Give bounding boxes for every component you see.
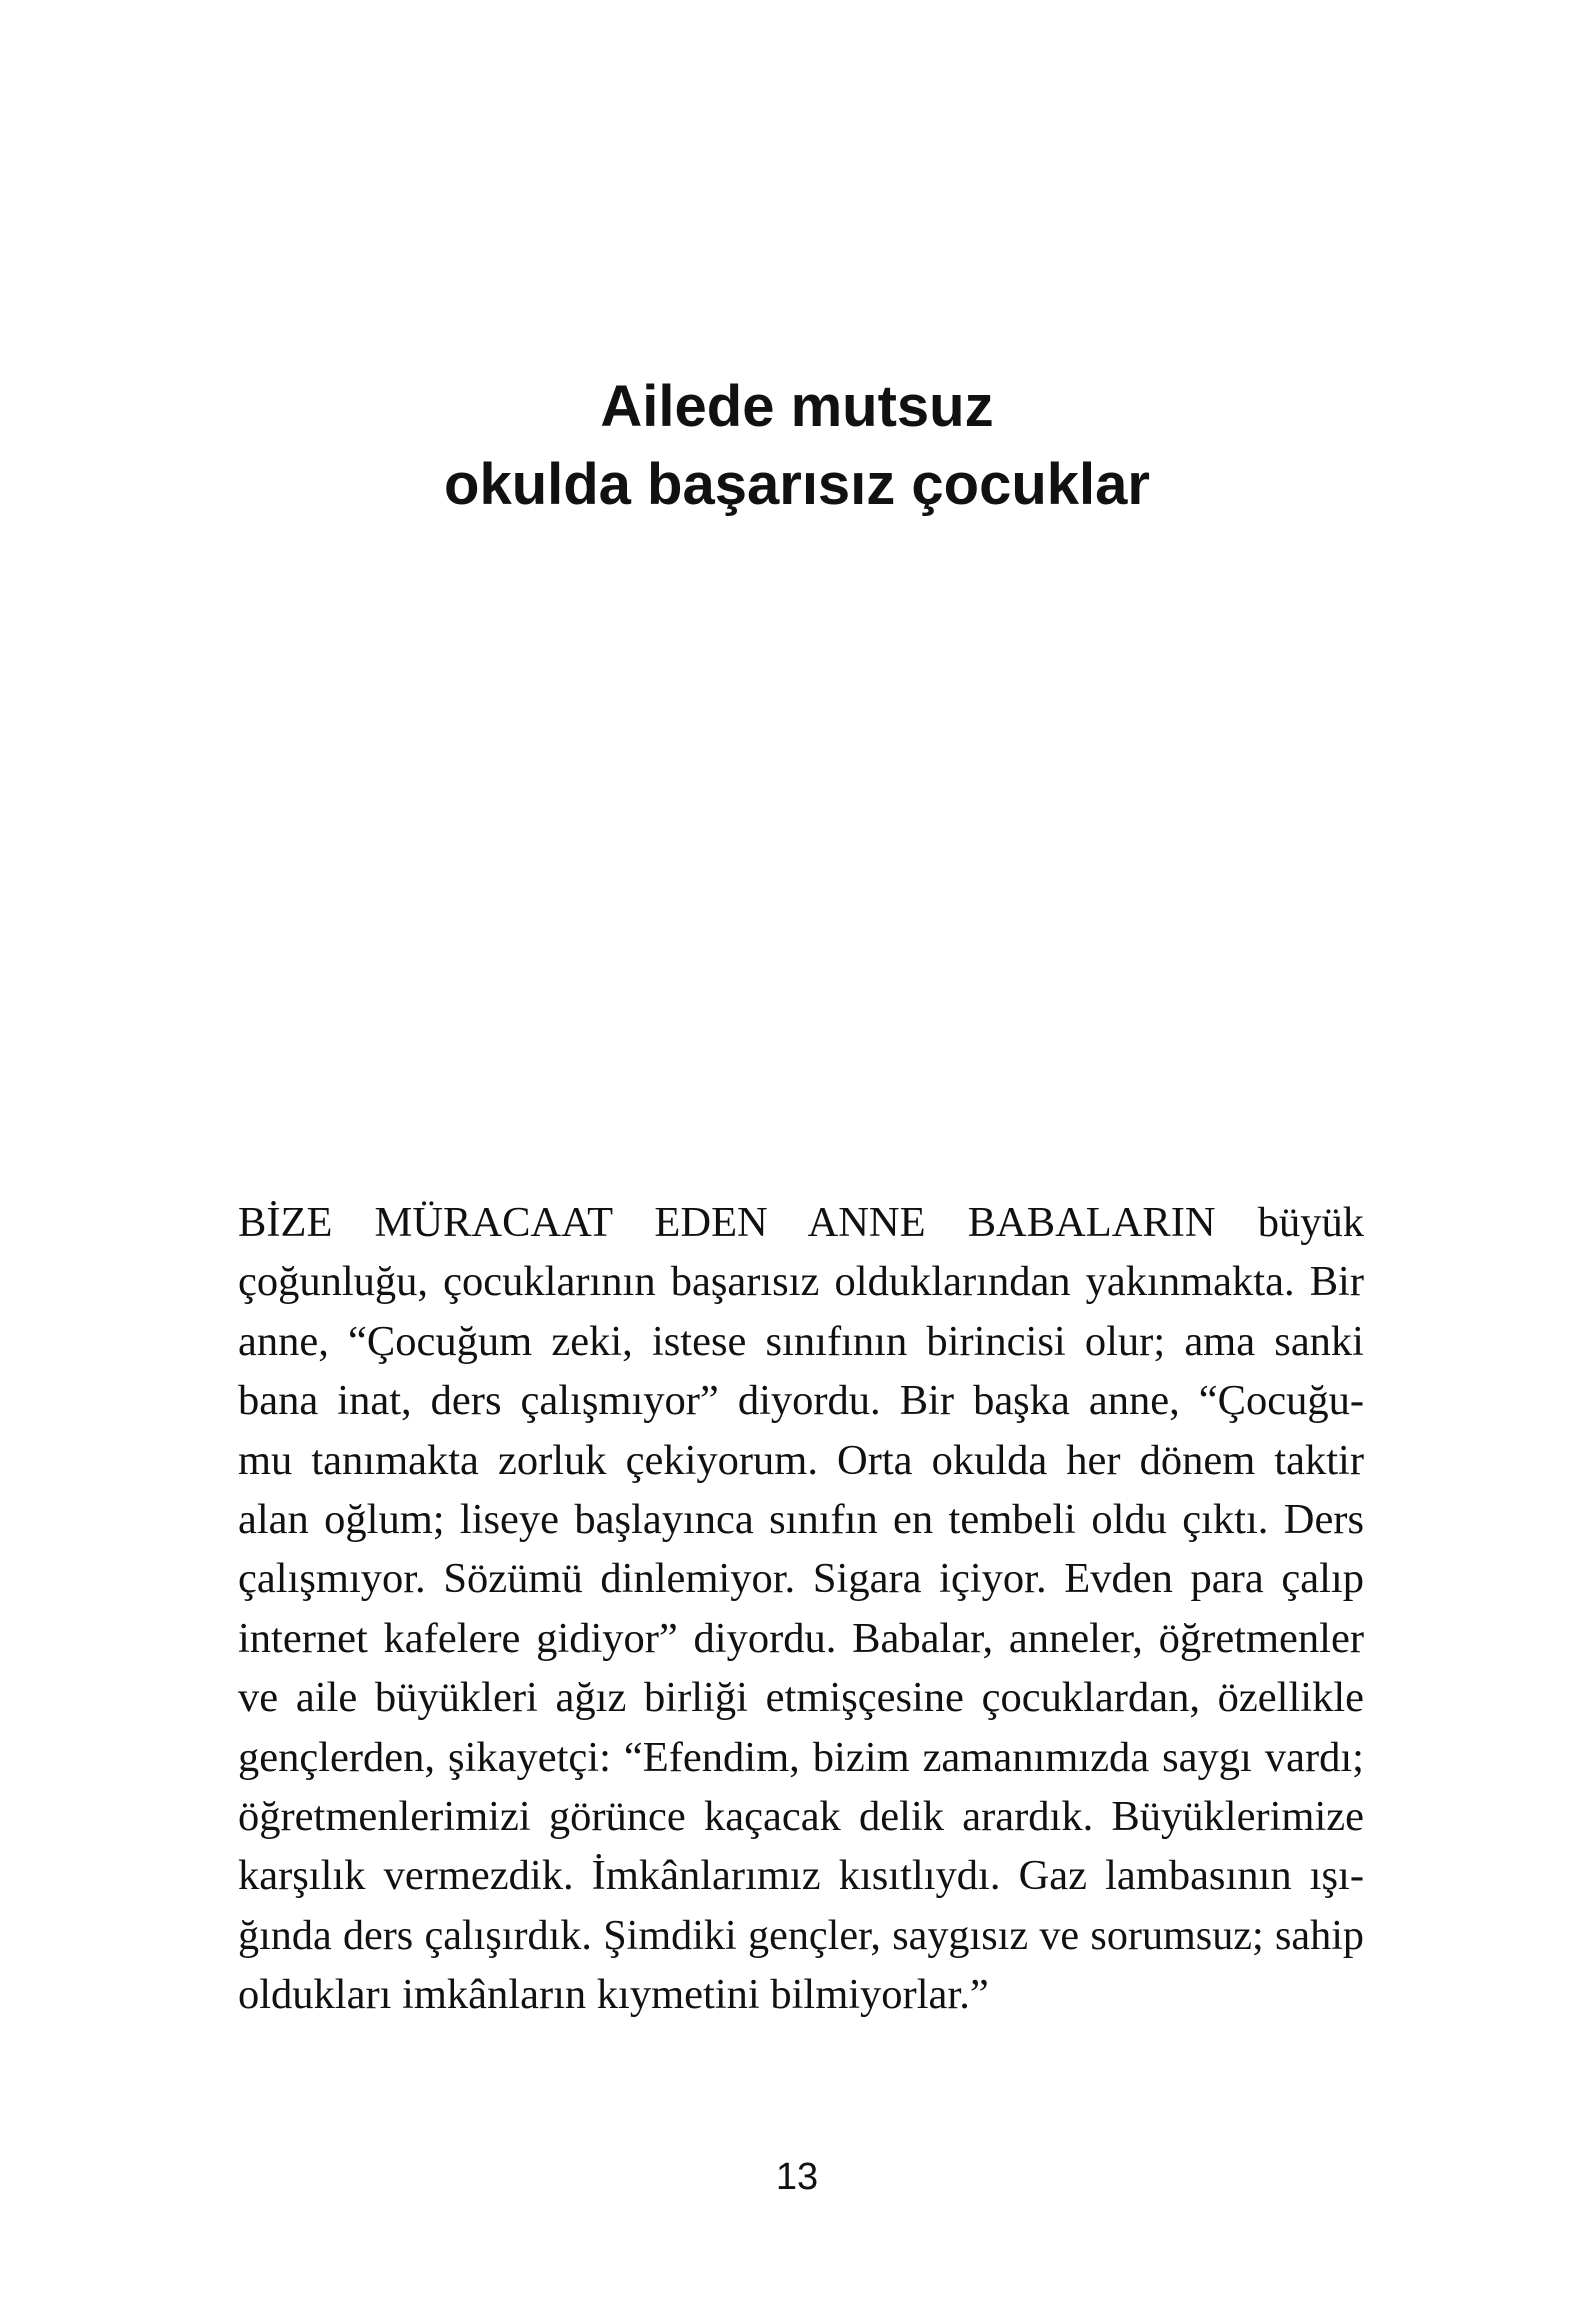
body-line: çalışmıyor. Sözümü dinlemiyor. Sigara içiyor. Evden para çalıp bbox=[238, 1555, 1364, 1603]
body-line: oldukları imkânların kıymetini bilmiyorlar.” bbox=[238, 1971, 989, 2019]
body-paragraph bbox=[238, 1193, 1364, 2025]
body-line: alan oğlum; liseye başlayınca sınıfın en tembeli oldu çıktı. Ders bbox=[238, 1496, 1364, 1544]
body-line: çoğunluğu, çocuklarının başarısız olduklarından yakınmakta. Bir bbox=[238, 1258, 1364, 1306]
body-line: internet kafelere gidiyor” diyordu. Babalar, anneler, öğretmenler bbox=[238, 1614, 1364, 1662]
body-line: karşılık vermezdik. İmkânlarımız kısıtlıydı. Gaz lambasının ışı- bbox=[238, 1852, 1364, 1900]
chapter-title bbox=[0, 368, 1594, 524]
body-line: mu tanımakta zorluk çekiyorum. Orta okulda her dönem taktir bbox=[238, 1436, 1364, 1484]
page-number: 13 bbox=[775, 2156, 819, 2198]
body-line: öğretmenlerimizi görünce kaçacak delik arardık. Büyüklerimize bbox=[238, 1793, 1364, 1841]
body-line: ğında ders çalışırdık. Şimdiki gençler, saygısız ve sorumsuz; sahip bbox=[238, 1911, 1364, 1959]
body-line: anne, “Çocuğum zeki, istese sınıfının birincisi olur; ama sanki bbox=[238, 1317, 1364, 1365]
body-line: gençlerden, şikayetçi: “Efendim, bizim zamanımızda saygı vardı; bbox=[238, 1733, 1364, 1781]
body-line: ve aile büyükleri ağız birliği etmişçesine çocuklardan, özellikle bbox=[238, 1674, 1364, 1722]
chapter-title-line-1: Ailede mutsuz bbox=[600, 374, 994, 439]
body-line: bana inat, ders çalışmıyor” diyordu. Bir başka anne, “Çocuğu- bbox=[238, 1377, 1364, 1425]
body-line: BİZE MÜRACAAT EDEN ANNE BABALARIN büyük bbox=[238, 1199, 1364, 1246]
chapter-title-line-2: okulda başarısız çocuklar bbox=[444, 452, 1150, 517]
